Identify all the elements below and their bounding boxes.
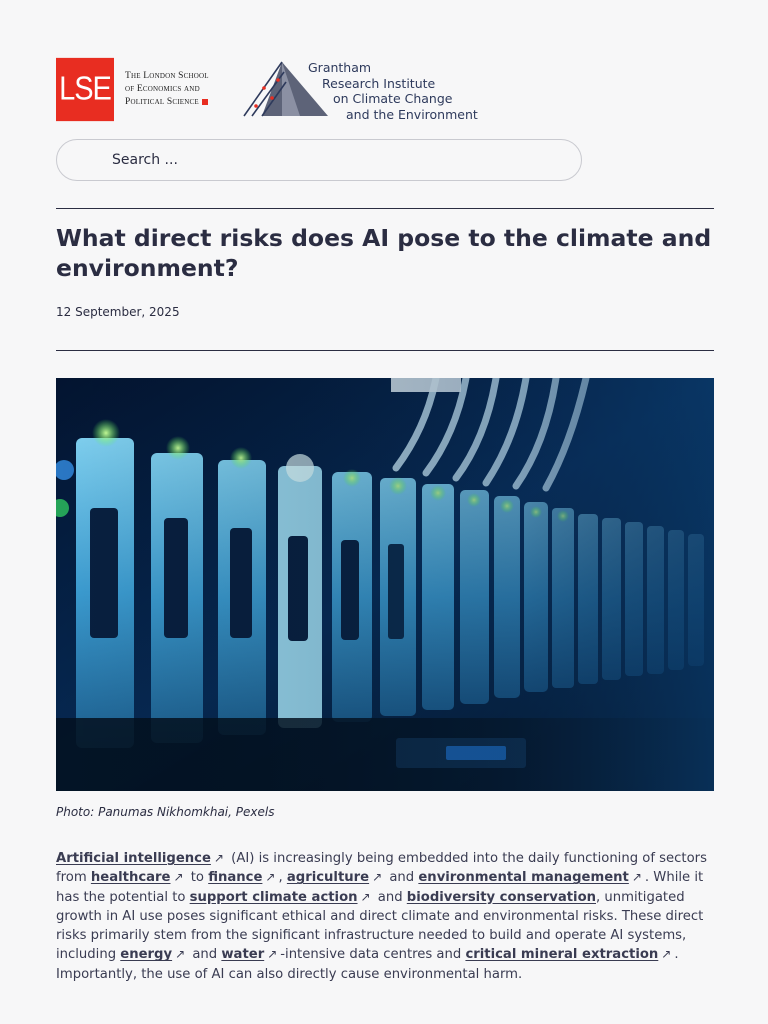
divider	[56, 208, 714, 209]
search-bar	[56, 139, 582, 181]
paragraph-text: and	[373, 889, 407, 905]
inline-link[interactable]: healthcare	[90, 870, 171, 886]
server-rack-photo	[56, 378, 714, 791]
inline-link[interactable]: environmental management	[418, 870, 629, 886]
site-header	[56, 60, 716, 120]
lse-red-square-icon	[202, 99, 208, 105]
inline-link[interactable]: energy	[120, 947, 173, 963]
gri-name-line: on Climate Change	[333, 91, 453, 106]
inline-link[interactable]: support climate action	[189, 889, 358, 905]
paragraph-text: , unmitigated growth in AI use poses significant ethical and direct climate and environmental risks. These direct risks primarily stem from the significant infrastructure needed to build and operate AI systems, including	[56, 889, 704, 963]
external-link-icon: ↗	[267, 947, 278, 962]
external-link-icon: ↗	[372, 870, 383, 885]
paragraph-text: (AI) is increasingly being embedded into the daily functioning of sectors from	[56, 851, 707, 886]
article-paragraph	[56, 849, 716, 984]
lse-logo[interactable]: LSE	[56, 58, 114, 121]
paragraph-text: -intensive data centres and	[280, 947, 466, 963]
inline-link[interactable]: finance	[208, 870, 263, 886]
gri-name-line: Grantham	[308, 60, 372, 75]
inline-link[interactable]: water	[221, 947, 265, 963]
inline-link[interactable]: biodiversity conservation	[406, 889, 597, 905]
inline-link[interactable]: agriculture	[286, 870, 370, 886]
grantham-name[interactable]	[308, 60, 478, 122]
paragraph-text: and	[385, 870, 419, 886]
inline-link[interactable]: Artificial intelligence	[56, 851, 211, 866]
gri-name-line: and the Environment	[346, 106, 478, 122]
image-caption: Photo: Panumas Nikhomkhai, Pexels	[56, 805, 275, 819]
paragraph-text: ,	[278, 870, 287, 886]
hero-image	[56, 378, 714, 791]
paragraph-text: to	[186, 870, 209, 886]
paragraph-text: . While it has the potential to	[56, 870, 704, 905]
inline-link[interactable]: critical mineral extraction	[465, 947, 659, 963]
divider	[56, 350, 714, 351]
gri-name-line: Research Institute	[322, 75, 436, 91]
external-link-icon: ↗	[661, 947, 672, 962]
search-input[interactable]	[57, 152, 581, 168]
lse-name-line: The London School	[125, 71, 209, 81]
paragraph-text: and	[188, 947, 222, 963]
external-link-icon: ↗	[265, 870, 276, 885]
external-link-icon: ↗	[631, 870, 642, 885]
external-link-icon: ↗	[175, 947, 186, 962]
external-link-icon: ↗	[173, 870, 184, 885]
publish-date: 12 September, 2025	[56, 305, 180, 319]
external-link-icon: ↗	[360, 889, 371, 904]
external-link-icon: ↗	[213, 851, 224, 865]
paragraph-text: . Importantly, the use of AI can also directly cause environmental harm.	[56, 947, 679, 982]
page-title: What direct risks does AI pose to the climate and environment?	[56, 224, 712, 282]
lse-name-line: of Economics and	[125, 84, 200, 94]
lse-name-line: Political Science	[125, 96, 209, 109]
lse-name[interactable]	[125, 70, 209, 109]
